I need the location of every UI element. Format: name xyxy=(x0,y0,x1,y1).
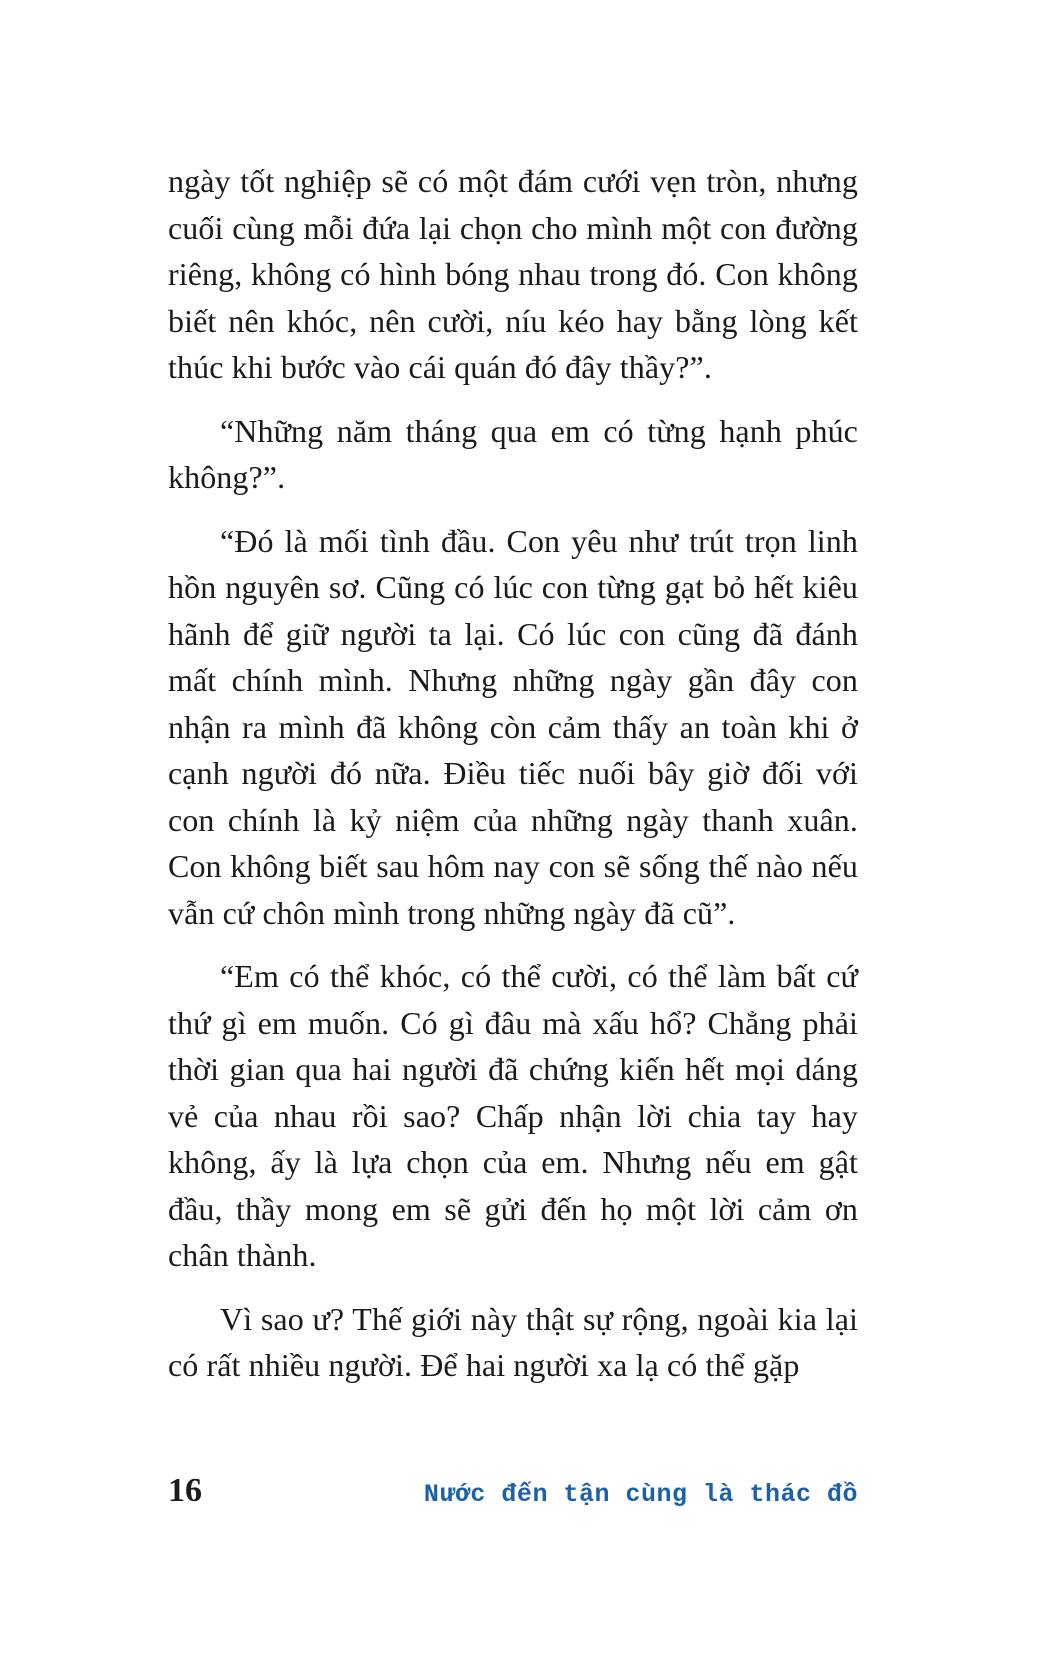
paragraph: Vì sao ư? Thế giới này thật sự rộng, ngoài kia lại có rất nhiều người. Để hai người xa lạ có thể gặp xyxy=(168,1300,858,1383)
paragraph: “Em có thể khóc, có thể cười, có thể làm bất cứ thứ gì em muốn. Có gì đâu mà xấu hổ? Chẳng phải thời gian qua hai người đã chứng kiến hết mọi dáng vẻ của nhau rồi sao? Chấp nhận lời chia tay hay không, ấy là lựa chọn của em. Nhưng nếu em gật đầu, thầy mong em sẽ gửi đến họ một lời cảm ơn chân thành. xyxy=(168,958,858,1273)
paragraph: “Đó là mối tình đầu. Con yêu như trút trọn linh hồn nguyên sơ. Cũng có lúc con từng gạt bỏ hết kiêu hãnh để giữ người ta lại. Có lúc con cũng đã đánh mất chính mình. Nhưng những ngày gần đây con nhận ra mình đã không còn cảm thấy an toàn khi ở cạnh người đó nữa. Điều tiếc nuối bây giờ đối với con chính là kỷ niệm của những ngày thanh xuân. Con không biết sau hôm nay con sẽ sống thế nào nếu vẫn cứ chôn mình trong những ngày đã cũ”. xyxy=(168,522,858,931)
paragraph: “Những năm tháng qua em có từng hạnh phúc không?”. xyxy=(168,412,858,495)
body-text xyxy=(168,158,858,1406)
page-number: 16 xyxy=(168,1472,202,1509)
page-footer xyxy=(168,1472,858,1510)
paragraph: ngày tốt nghiệp sẽ có một đám cưới vẹn tròn, nhưng cuối cùng mỗi đứa lại chọn cho mình một con đường riêng, không có hình bóng nhau trong đó. Con không biết nên khóc, nên cười, níu kéo hay bằng lòng kết thúc khi bước vào cái quán đó đây thầy?”. xyxy=(168,163,858,385)
running-title: Nước đến tận cùng là thác đồ xyxy=(423,1480,858,1509)
